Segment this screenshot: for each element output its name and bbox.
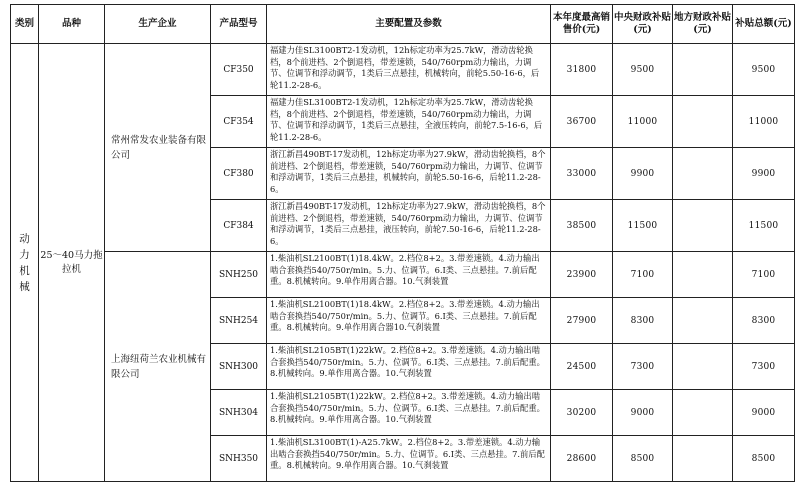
max-price-cell: 33000 bbox=[551, 148, 613, 200]
model-cell: SNH250 bbox=[211, 252, 267, 298]
model-cell: CF354 bbox=[211, 96, 267, 148]
model-cell: SNH350 bbox=[211, 436, 267, 482]
model-cell: CF384 bbox=[211, 200, 267, 252]
max-price-cell: 36700 bbox=[551, 96, 613, 148]
model-cell: SNH300 bbox=[211, 344, 267, 390]
header-variety: 品种 bbox=[39, 5, 105, 44]
max-price-cell: 28600 bbox=[551, 436, 613, 482]
header-row bbox=[11, 5, 795, 44]
variety-cell: 25～40马力拖拉机 bbox=[39, 44, 105, 482]
total-subsidy-cell: 8300 bbox=[733, 298, 795, 344]
subsidy-table bbox=[10, 4, 795, 482]
max-price-cell: 24500 bbox=[551, 344, 613, 390]
header-config: 主要配置及参数 bbox=[267, 5, 551, 44]
central-subsidy-cell: 8300 bbox=[613, 298, 673, 344]
total-subsidy-cell: 7300 bbox=[733, 344, 795, 390]
local-subsidy-cell bbox=[673, 96, 733, 148]
local-subsidy-cell bbox=[673, 44, 733, 96]
category-cell bbox=[11, 44, 39, 482]
total-subsidy-cell: 11000 bbox=[733, 96, 795, 148]
category-char: 机 bbox=[19, 264, 30, 277]
model-cell: CF380 bbox=[211, 148, 267, 200]
max-price-cell: 38500 bbox=[551, 200, 613, 252]
local-subsidy-cell bbox=[673, 200, 733, 252]
total-subsidy-cell: 9500 bbox=[733, 44, 795, 96]
config-cell: 1.柴油机SL2105BT(1)22kW。2.档位8+2。3.带差速锁。4.动力输出啮合套换挡540/750r/min。5.力、位调节。6.I类、三点悬挂。7.前后配重。8.机械转向。9.单作用离合器。10.气刹装置 bbox=[267, 344, 551, 390]
central-subsidy-cell: 8500 bbox=[613, 436, 673, 482]
table-row bbox=[11, 44, 795, 96]
model-cell: SNH254 bbox=[211, 298, 267, 344]
local-subsidy-cell bbox=[673, 298, 733, 344]
max-price-cell: 27900 bbox=[551, 298, 613, 344]
header-category: 类别 bbox=[11, 5, 39, 44]
header-model: 产品型号 bbox=[211, 5, 267, 44]
header-max-price: 本年度最高销售价(元) bbox=[551, 5, 613, 44]
config-cell: 1.柴油机SL2100BT(1)18.4kW。2.档位8+2。3.带差速锁。4.动力输出啮合套换挡540/750r/min。5.力、位调节。6.I类、三点悬挂。7.前后配重。8.机械转向。9.单作用离合器。10.气刹装置 bbox=[267, 252, 551, 298]
total-subsidy-cell: 9000 bbox=[733, 390, 795, 436]
central-subsidy-cell: 9900 bbox=[613, 148, 673, 200]
config-cell: 福建力佳SL3100BT2-1发动机，12h标定功率为25.7kW，滑动齿轮换档，8个前进档、2个倒退档，带差速锁，540/760rpm动力输出，力调节、位调节和浮动调节，1类后三点悬挂，机械转向，前轮5.50-16-6，后轮11.2-28-6。 bbox=[267, 44, 551, 96]
header-central-subsidy: 中央财政补贴(元) bbox=[613, 5, 673, 44]
manufacturer-cell: 上海纽荷兰农业机械有限公司 bbox=[105, 252, 211, 482]
model-cell: SNH304 bbox=[211, 390, 267, 436]
config-cell: 福建力佳SL3100BT2-1发动机，12h标定功率为25.7kW，滑动齿轮换档，8个前进档、2个倒退档，带差速锁，540/760rpm动力输出，力调节、位调节和浮动调节，1类后三点悬挂，全液压转向，前轮7.5-16-6，后轮11.2-28-6。 bbox=[267, 96, 551, 148]
category-char: 力 bbox=[19, 248, 30, 261]
total-subsidy-cell: 11500 bbox=[733, 200, 795, 252]
local-subsidy-cell bbox=[673, 344, 733, 390]
config-cell: 浙江新昌490BT-17发动机，12h标定功率为27.9kW，滑动齿轮换档，8个前进档、2个倒退档，带差速锁，540/760rpm动力输出，力调节、位调节和浮动调节，1类后三点悬挂，机械转向，前轮5.50-16-6，后轮11.2-28-6。 bbox=[267, 148, 551, 200]
central-subsidy-cell: 9000 bbox=[613, 390, 673, 436]
local-subsidy-cell bbox=[673, 148, 733, 200]
config-cell: 1.柴油机SL3100BT(1)-A25.7kW。2.档位8+2。3.带差速锁。4.动力输出啮合套换挡540/750r/min。5.力、位调节。6.I类、三点悬挂。7.前后配重。8.机械转向。9.单作用离合器。10.气刹装置 bbox=[267, 436, 551, 482]
central-subsidy-cell: 9500 bbox=[613, 44, 673, 96]
max-price-cell: 31800 bbox=[551, 44, 613, 96]
config-cell: 1.柴油机SL2105BT(1)22kW。2.档位8+2。3.带差速锁。4.动力输出啮合套换挡540/750r/min。5.力、位调节。6.I类、三点悬挂。7.前后配重。8.机械转向。9.单作用离合器。10.气刹装置 bbox=[267, 390, 551, 436]
category-char: 械 bbox=[19, 280, 30, 293]
max-price-cell: 23900 bbox=[551, 252, 613, 298]
total-subsidy-cell: 7100 bbox=[733, 252, 795, 298]
local-subsidy-cell bbox=[673, 390, 733, 436]
config-cell: 浙江新昌490BT-17发动机，12h标定功率为27.9kW，滑动齿轮换档，8个前进档、2个倒退档，带差速锁，540/760rpm动力输出，力调节、位调节和浮动调节，1类后三点悬挂，液压转向，前轮7.50-16-6，后轮11.2-28-6。 bbox=[267, 200, 551, 252]
header-total-subsidy: 补贴总额(元) bbox=[733, 5, 795, 44]
total-subsidy-cell: 9900 bbox=[733, 148, 795, 200]
manufacturer-cell: 常州常发农业装备有限公司 bbox=[105, 44, 211, 252]
header-local-subsidy: 地方财政补贴(元) bbox=[673, 5, 733, 44]
central-subsidy-cell: 7300 bbox=[613, 344, 673, 390]
header-manufacturer: 生产企业 bbox=[105, 5, 211, 44]
category-char: 动 bbox=[19, 232, 30, 245]
local-subsidy-cell bbox=[673, 436, 733, 482]
central-subsidy-cell: 7100 bbox=[613, 252, 673, 298]
config-cell: 1.柴油机SL2100BT(1)18.4kW。2.档位8+2。3.带差速锁。4.动力输出啮合套换挡540/750r/min。5.力、位调节。6.I类、三点悬挂。7.前后配重。8.机械转向。9.单作用离合器10.气刹装置 bbox=[267, 298, 551, 344]
total-subsidy-cell: 8500 bbox=[733, 436, 795, 482]
central-subsidy-cell: 11000 bbox=[613, 96, 673, 148]
max-price-cell: 30200 bbox=[551, 390, 613, 436]
model-cell: CF350 bbox=[211, 44, 267, 96]
table-row bbox=[11, 252, 795, 298]
central-subsidy-cell: 11500 bbox=[613, 200, 673, 252]
local-subsidy-cell bbox=[673, 252, 733, 298]
